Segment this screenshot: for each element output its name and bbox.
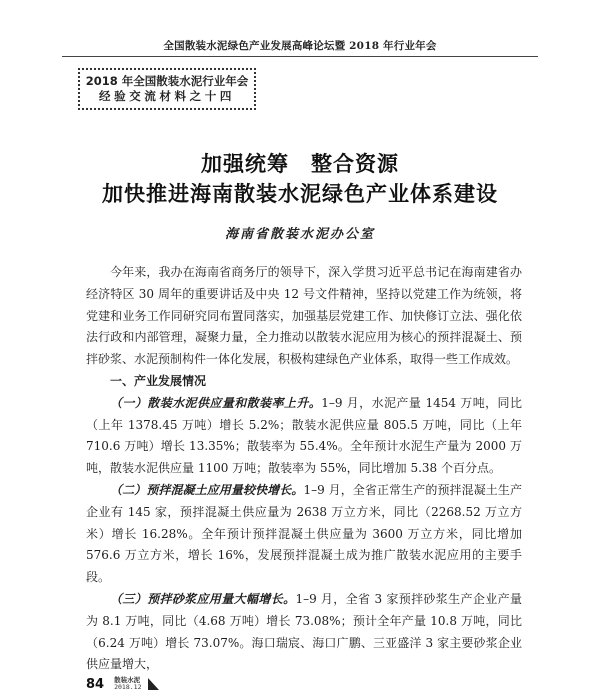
article-author: 海南省散装水泥办公室 <box>224 227 375 242</box>
item-text-1: 1–9 月，水泥产量 1454 万吨，同比（上年 1378.45 万吨）增长 5.2%；散装水泥供应量 805.5 万吨，同比（上年 710.6 万吨）增长 13.35%；散装率为 55.4%。全年预计水泥生产量为 2000 万吨，散装水泥供应量 1100 万吨；散装率为 55%，同比增加 5.38 个百分点。 <box>86 395 522 476</box>
item-paragraph-3 <box>86 589 522 676</box>
item-text-3: 1–9 月，全省 3 家预拌砂浆生产企业产量为 8.1 万吨，同比（4.68 万吨）增长 73.08%；预计全年产量 10.8 万吨，同比（6.24 万吨）增长 73.07%。海口瑞宸、海口广鹏、三亚盛洋 3 家主要砂浆企业供应量增大， <box>86 591 522 672</box>
article-title-line2: 加快推进海南散装水泥绿色产业体系建设 <box>102 181 498 206</box>
page-number: 84 <box>86 676 105 692</box>
item-lead-2: （二）预拌混凝土应用量较快增长。 <box>110 482 304 497</box>
item-paragraph-2 <box>86 480 522 589</box>
footer-meta <box>114 677 141 691</box>
footer-triangle-icon <box>146 677 160 691</box>
item-lead-1: （一）散装水泥供应量和散装率上升。 <box>110 395 322 410</box>
section-heading: 一、产业发展情况 <box>110 373 207 388</box>
item-paragraph-1 <box>86 393 522 480</box>
page-footer <box>86 676 160 692</box>
series-label-line2: 经验交流材料之十四 <box>99 89 235 103</box>
issue-date: 2018.12 <box>114 683 142 691</box>
magazine-name: 散装水泥 <box>114 676 141 684</box>
item-text-2: 1–9 月，全省正常生产的预拌混凝土生产企业有 145 家，预拌混凝土供应量为 2638 万立方米，同比（2268.52 万立方米）增长 16.28%。全年预计预拌混凝土供应量为 3600 万立方米，同比增加 576.6 万立方米，增长 16%，发展预拌混凝土成为推广散装水泥应用的主要手段。 <box>86 482 522 585</box>
series-label-box <box>78 68 256 110</box>
article-title-line1: 加强统筹 整合资源 <box>201 151 399 176</box>
item-lead-3: （三）预拌砂浆应用量大幅增长。 <box>110 591 296 606</box>
running-header: 全国散装水泥绿色产业发展高峰论坛暨 2018 年行业年会 <box>163 40 437 52</box>
intro-paragraph: 今年来，我办在海南省商务厅的领导下，深入学贯习近平总书记在海南建省办经济特区 30 周年的重要讲话及中央 12 号文件精神，坚持以党建工作为统领，将党建和业务工作同研究同布置同落实，加强基层党建工作、加快修订立法、强化依法行政和内部管理，凝聚力量，全力推动以散装水泥应用为核心的预拌混凝土、预拌砂浆、水泥预制构件一体化发展，积极构建绿色产业体系，取得一些工作成效。 <box>86 265 522 367</box>
series-label-line1: 2018 年全国散装水泥行业年会 <box>85 74 249 88</box>
article-body <box>86 262 522 676</box>
header-rule <box>62 56 538 57</box>
